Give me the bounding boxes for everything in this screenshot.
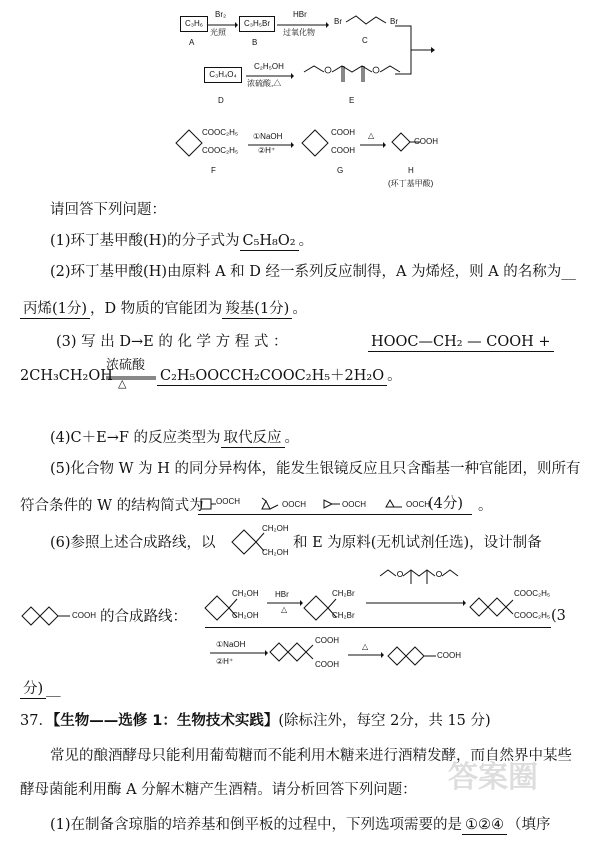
reagent-fg-bottom: ②H⁺: [258, 146, 276, 155]
q6-arrow-3: [210, 650, 268, 656]
q5-structure-4: [384, 497, 406, 511]
q5-structure-3-group: OOCH: [342, 500, 366, 509]
bio-q1-text: (1)在制备含琼脂的培养基和倒平板的过程中，下列选项需要的是: [50, 817, 463, 833]
q6-route-step5: [386, 645, 438, 669]
compound-B-label: B: [252, 38, 258, 47]
question-4: [50, 428, 299, 448]
reagent-gh: △: [368, 131, 375, 140]
q5-score: (4分): [428, 496, 464, 512]
reagent-ab-bottom: 光照: [210, 28, 226, 37]
q6-r3-bottom: ②H⁺: [216, 657, 234, 666]
q37-note: (除标注外，每空 2分，共 15 分): [278, 713, 491, 729]
bio-paragraph-2: 酵母菌能利用酶 A 分解木糖产生酒精。请分析回答下列问题：: [20, 782, 417, 798]
q5-structure-1: [200, 498, 216, 510]
q5-structure-3: [322, 498, 344, 510]
reagent-de-top: C₂H₅OH: [254, 62, 284, 71]
q6-s4-top: COOH: [315, 636, 339, 645]
question-5-line2: 符合条件的 W 的结构简式为: [20, 498, 204, 514]
compound-B-box: C₃H₅Br: [239, 16, 275, 32]
reagent-ab-top: Br₂: [215, 10, 227, 19]
compound-F-group-bottom: COOC₂H₅: [202, 146, 239, 155]
q6-starting-material: [232, 527, 266, 557]
compound-E-structure: [302, 60, 402, 94]
q37-header: [20, 711, 491, 731]
q4-end: 。: [284, 430, 300, 446]
arrow-gh: [360, 142, 386, 148]
q1-end: 。: [298, 233, 314, 249]
compound-C-br-right: Br: [390, 17, 398, 26]
q2-answer1: 丙烯(1分): [20, 301, 90, 319]
q6-score-b-text: 分): [20, 681, 46, 699]
bio-paragraph-1: 常见的酿酒酵母只能利用葡萄糖而不能利用木糖来进行酒精发酵，而自然界中某些: [50, 748, 572, 764]
q6-s2-bottom: CH₂Br: [332, 611, 355, 620]
question-3-eq-part3: [157, 366, 402, 386]
compound-F-ring: [174, 128, 204, 158]
q1-answer: C₅H₈O₂: [240, 233, 299, 251]
q5-structure-2: [260, 497, 282, 511]
q6-arrow-4: [348, 652, 384, 658]
q6-route-underline: [205, 627, 551, 628]
compound-C-chain: [346, 14, 388, 28]
q6-s1-top: CH₂OH: [232, 589, 259, 598]
reagent-de-bottom: 浓硫酸,△: [247, 79, 282, 88]
compound-C-br-left: Br: [334, 17, 342, 26]
question-3-eq-part1: [368, 332, 554, 352]
reagent-fg-top: ①NaOH: [253, 132, 283, 141]
bio-question-1: [50, 815, 551, 835]
compound-D-label: D: [218, 96, 224, 105]
q1-text: (1)环丁基甲酸(H)的分子式为: [50, 233, 240, 249]
q6-r3-top: ①NaOH: [216, 640, 246, 649]
question-3-lead: (3) 写 出 D→E 的 化 学 方 程 式 ：: [56, 334, 288, 350]
q5-structure-1-group: OOCH: [216, 497, 240, 506]
compound-C-label: C: [362, 36, 368, 45]
bio-q1-answer: ①②④: [462, 817, 507, 835]
question-5-line1: (5)化合物 W 为 H 的同分异构体，能发生银镜反应且只含酯基一种官能团，则所有: [50, 461, 581, 477]
q3-eq-part3: C₂H₅OOCCH₂COOC₂H₅＋2H₂O: [157, 368, 387, 386]
q6-score-b: [20, 679, 61, 699]
q3-end: 。: [387, 368, 402, 384]
question-1: [50, 231, 313, 251]
q2-line1: (2)环丁基甲酸(H)由原料 A 和 D 经一系列反应制得，A 为烯烃，则 A 的名称为: [50, 264, 562, 280]
q4-answer: 取代反应: [221, 430, 285, 448]
q6-s3-top: COOC₂H₅: [514, 589, 551, 598]
q6-arrow-2: [366, 600, 466, 606]
compound-G-ring: [300, 128, 330, 158]
compound-D-box: C₃H₄O₄: [204, 67, 242, 83]
question-6-lead: (6)参照上述合成路线，以: [50, 535, 216, 551]
q2-answer2: 羧基(1分): [222, 301, 292, 319]
q3-eq-arrow: [106, 376, 156, 380]
compound-G-group-top: COOH: [331, 128, 355, 137]
q6-sm-top: CH₂OH: [262, 524, 289, 533]
q5-structure-2-group: OOCH: [282, 500, 306, 509]
q6-tail: __: [46, 681, 61, 697]
q6-route-label: 的合成路线：: [100, 609, 187, 625]
compound-G-label: G: [337, 166, 344, 175]
q3-eq-part1: HOOC—CH₂ — COOH +: [368, 334, 554, 352]
q4-text: (4)C＋E→F 的反应类型为: [50, 430, 221, 446]
q6-s2-top: CH₂Br: [332, 589, 355, 598]
compound-H-label: H: [408, 166, 414, 175]
q6-target-group: COOH: [72, 611, 96, 620]
q6-r1-top: HBr: [275, 590, 289, 599]
q2-mid: ，D 物质的官能团为: [90, 301, 223, 317]
q6-score-a: (3: [551, 608, 566, 624]
q6-r4-top: △: [362, 642, 369, 651]
compound-A-label: A: [189, 38, 195, 47]
q6-route-step4: [268, 641, 314, 665]
question-2-line1: [50, 262, 576, 282]
q2-end: 。: [292, 301, 307, 317]
question-2-line2: [20, 299, 307, 319]
q5-end: 。: [478, 498, 493, 514]
q6-reagent-E-structure: [378, 566, 462, 596]
watermark: 答案圈: [448, 761, 538, 794]
compound-F-label: F: [211, 166, 216, 175]
reagent-bc-bottom: 过氧化物: [283, 28, 315, 37]
question-intro: 请回答下列问题：: [50, 202, 166, 218]
compound-F-group-top: COOC₂H₅: [202, 128, 239, 137]
q5-answers: [198, 494, 472, 515]
q6-s5-group: COOH: [437, 651, 461, 660]
compound-A-box: C₃H₆: [180, 16, 208, 32]
q6-sm-bottom: CH₂OH: [262, 548, 289, 557]
q6-route-step3: [468, 596, 514, 620]
q6-s1-bottom: CH₂OH: [232, 611, 259, 620]
question-6-mid: 和 E 为原料(无机试剂任选)，设计制备: [293, 535, 542, 551]
q6-s4-bottom: COOH: [315, 660, 339, 669]
question-3-heat: △: [118, 377, 127, 390]
q37-title: 【生物——选修 1：生物技术实践】: [52, 713, 279, 729]
q2-line1-end: __: [561, 264, 576, 280]
q5-structure-4-group: OOCH: [406, 500, 430, 509]
compound-H-group: COOH: [414, 137, 438, 146]
compound-E-label: E: [349, 96, 355, 105]
q37-number: 37．: [20, 713, 53, 729]
question-3-cond: 浓硫酸: [106, 358, 146, 373]
q6-r1-bottom: △: [281, 605, 288, 614]
compound-H-name: (环丁基甲酸): [388, 179, 434, 188]
q6-target-structure: [20, 605, 72, 629]
question-3-eq-part2: 2CH₃CH₂OH: [20, 368, 113, 384]
reagent-bc-top: HBr: [293, 10, 307, 19]
q6-s3-bottom: COOC₂H₅: [514, 611, 551, 620]
bio-q1-tail: （填序: [507, 817, 551, 833]
compound-G-group-bottom: COOH: [331, 146, 355, 155]
